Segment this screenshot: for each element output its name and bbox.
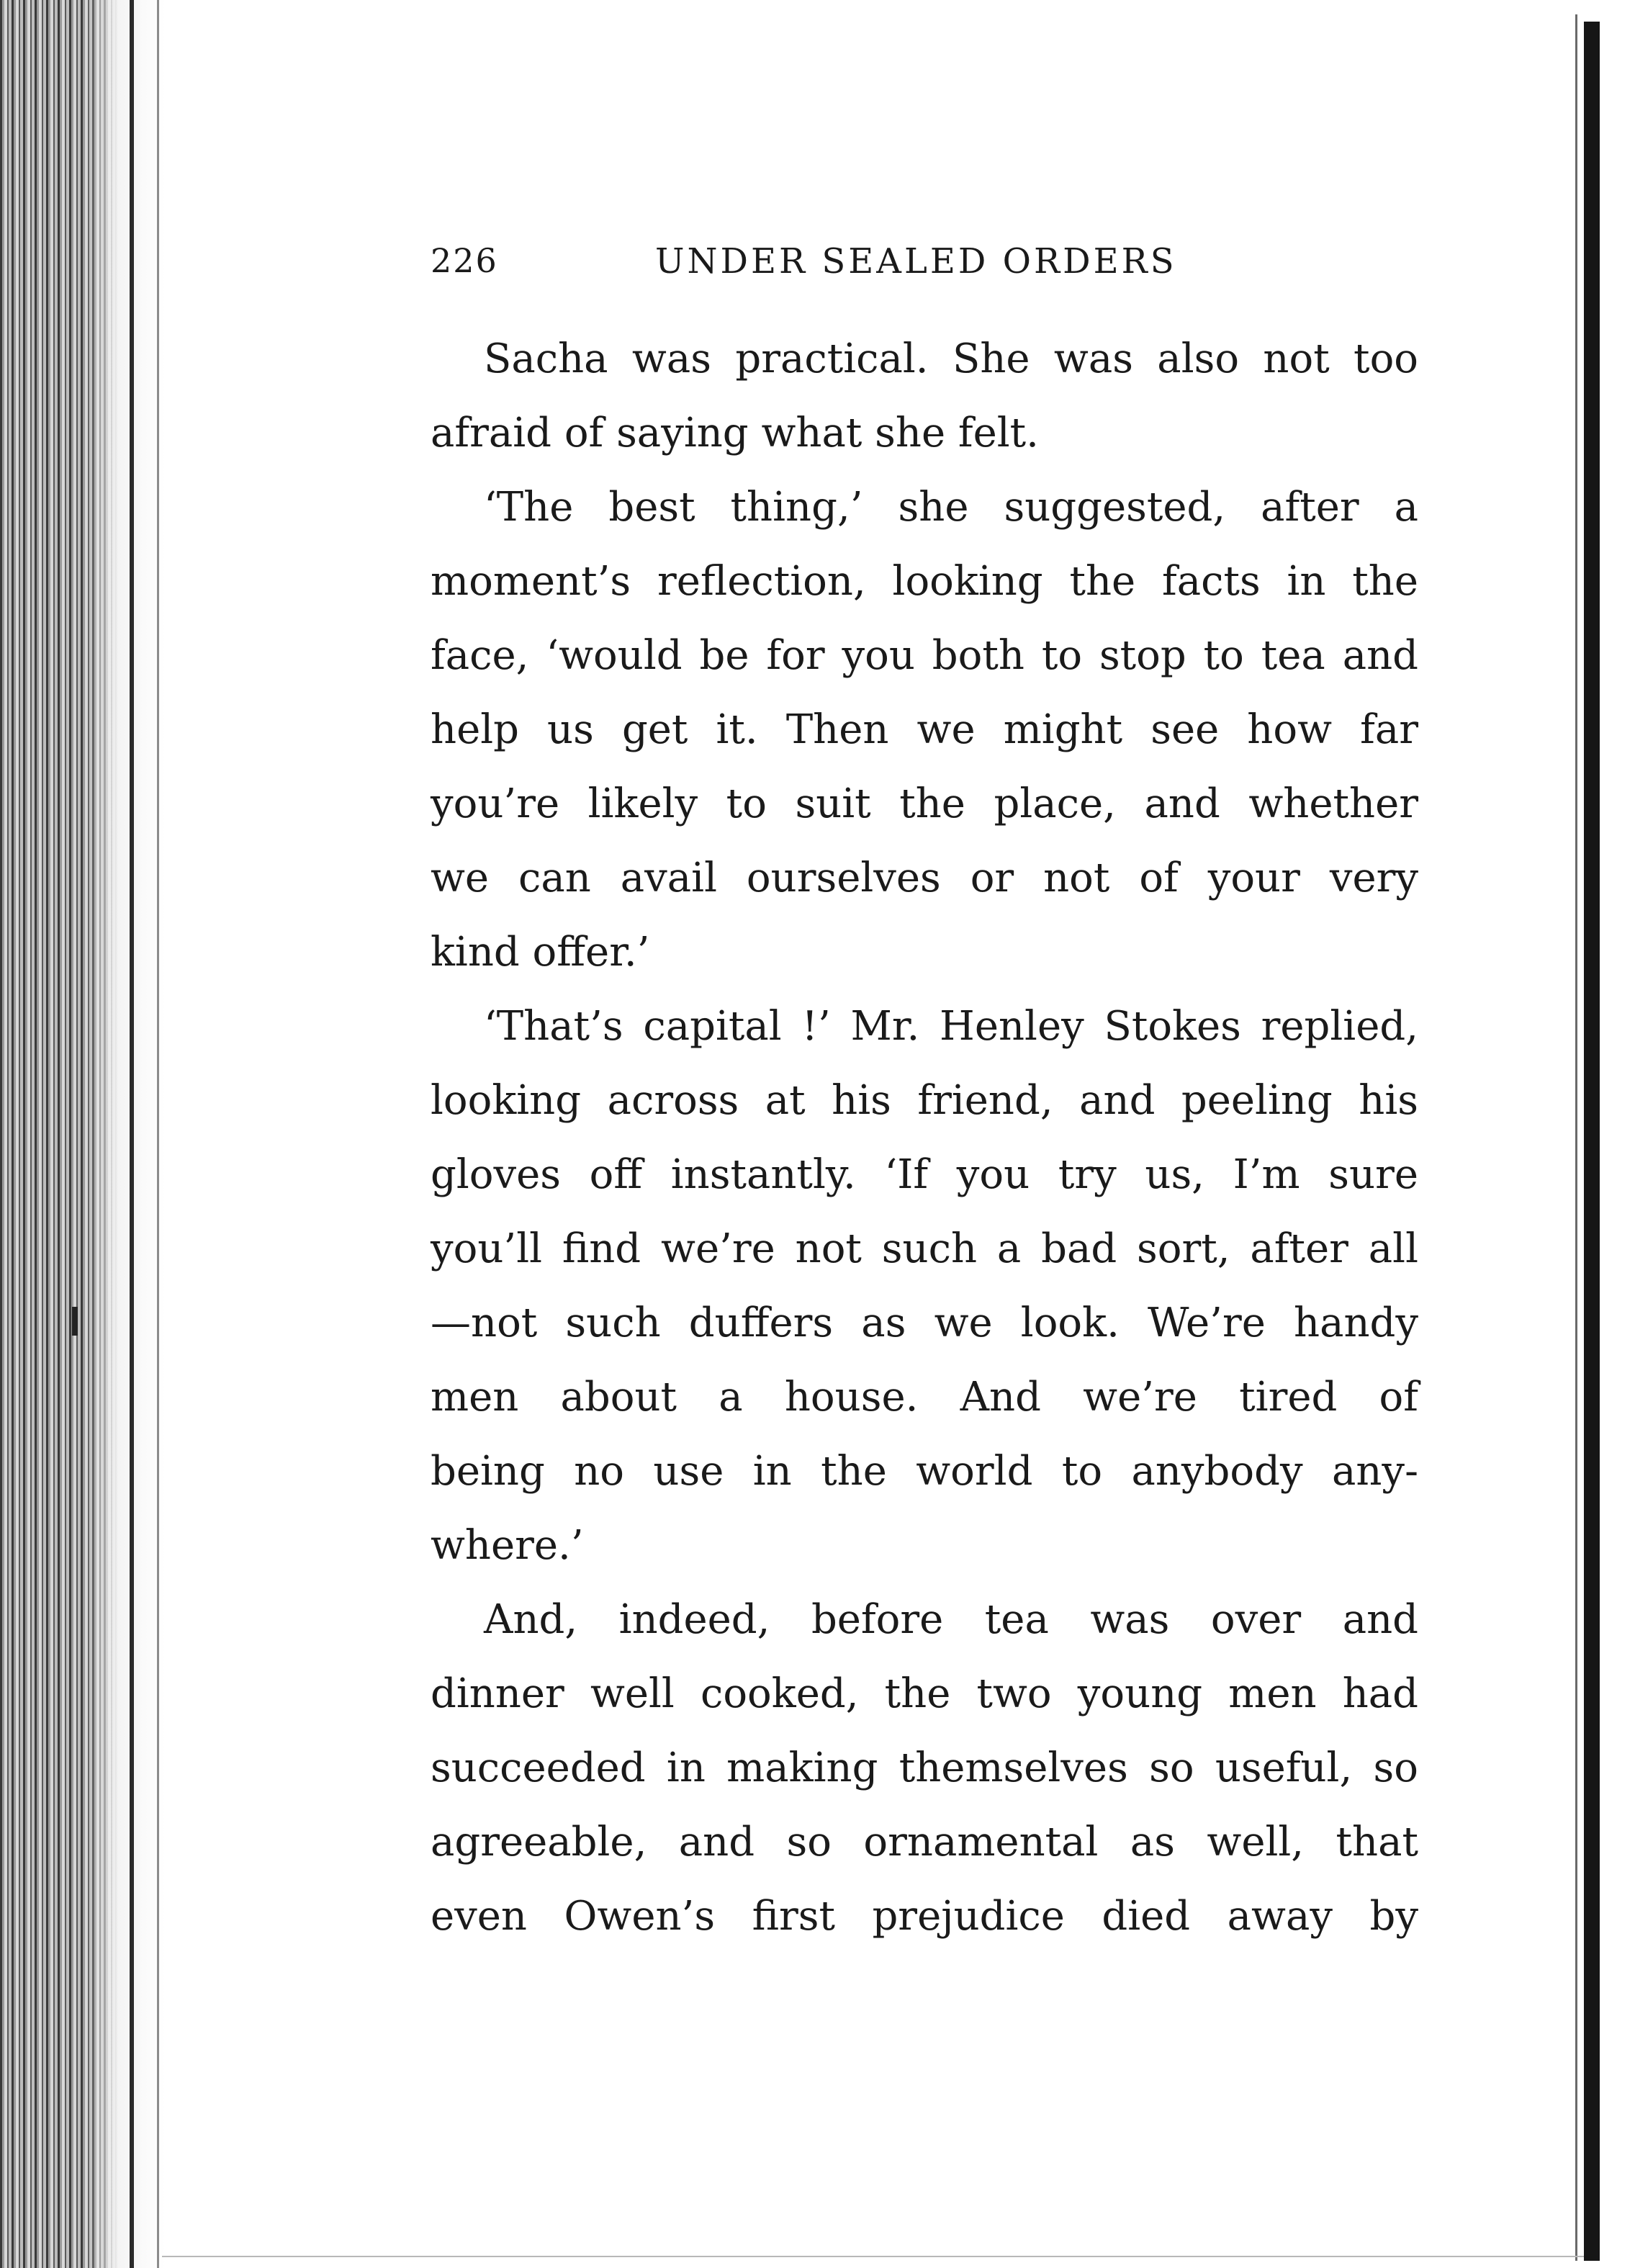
page-edges-shading	[86, 0, 166, 2268]
text-line: kind offer.’	[431, 929, 650, 976]
text-line: being no use in the world to anybody any-	[431, 1448, 1418, 1495]
text-line: Sacha was practical. She was also not too	[484, 336, 1418, 382]
right-binding	[1584, 22, 1600, 2261]
text-line: agreeable, and so ornamental as well, that	[431, 1819, 1418, 1866]
text-line: —not such duffers as we look. We’re handy	[431, 1300, 1418, 1346]
text-line: And, indeed, before tea was over and	[484, 1596, 1418, 1643]
text-line: where.’	[431, 1522, 584, 1569]
binding-line	[130, 0, 134, 2268]
text-line: moment’s reflection, looking the facts in the	[431, 558, 1418, 605]
text-block	[431, 241, 1418, 1953]
body-text	[431, 322, 1418, 1953]
text-line: succeeded in making themselves so useful, so	[431, 1745, 1418, 1791]
text-line: help us get it. Then we might see how far	[431, 706, 1418, 753]
text-line: we can avail ourselves or not of your very	[431, 855, 1418, 901]
text-line: even Owen’s first prejudice died away by	[431, 1893, 1418, 1940]
text-line: looking across at his friend, and peeling his	[431, 1077, 1418, 1124]
text-line: gloves off instantly. ‘If you try us, I’m sure	[431, 1151, 1418, 1198]
page-number: 226	[431, 241, 498, 280]
text-line: you’ll find we’re not such a bad sort, after all	[431, 1225, 1418, 1272]
text-line: men about a house. And we’re tired of	[431, 1374, 1418, 1421]
edge-mark	[72, 1307, 78, 1336]
right-binding-thin	[1575, 14, 1577, 2261]
text-line: face, ‘would be for you both to stop to tea and	[431, 632, 1418, 679]
text-line: ‘That’s capital !’ Mr. Henley Stokes replied,	[484, 1003, 1418, 1050]
text-line: dinner well cooked, the two young men had	[431, 1670, 1418, 1717]
running-head	[431, 241, 1418, 299]
bottom-edge	[162, 2256, 1584, 2257]
text-line: afraid of saying what she felt.	[431, 410, 1039, 456]
running-title: UNDER SEALED ORDERS	[655, 241, 1177, 282]
text-line: ‘The best thing,’ she suggested, after a	[484, 484, 1418, 531]
binding-line-inner	[157, 0, 159, 2268]
text-line: you’re likely to suit the place, and whether	[431, 780, 1418, 827]
